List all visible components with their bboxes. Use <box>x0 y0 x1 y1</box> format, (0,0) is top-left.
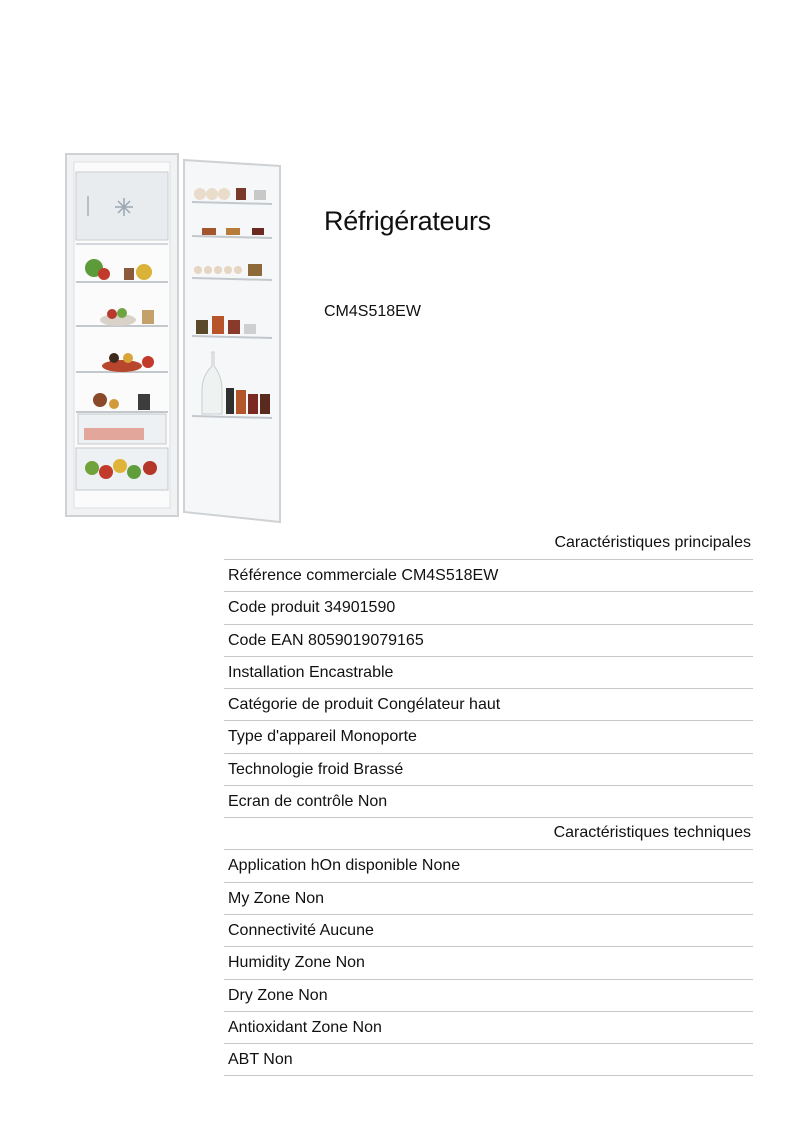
refrigerator-image <box>62 150 286 524</box>
spec-row: Humidity Zone Non <box>224 947 753 979</box>
spec-row: Ecran de contrôle Non <box>224 786 753 818</box>
spec-row: Catégorie de produit Congélateur haut <box>224 689 753 721</box>
spec-row: My Zone Non <box>224 883 753 915</box>
spec-row: ABT Non <box>224 1044 753 1076</box>
section-header-technical: Caractéristiques techniques <box>224 818 753 850</box>
spec-row: Type d'appareil Monoporte <box>224 721 753 753</box>
spec-row: Installation Encastrable <box>224 657 753 689</box>
spec-row: Code EAN 8059019079165 <box>224 625 753 657</box>
spec-row: Application hOn disponible None <box>224 850 753 882</box>
spec-row: Technologie froid Brassé <box>224 754 753 786</box>
spec-row: Connectivité Aucune <box>224 915 753 947</box>
spec-row: Dry Zone Non <box>224 980 753 1012</box>
spec-row: Antioxidant Zone Non <box>224 1012 753 1044</box>
spec-row: Référence commerciale CM4S518EW <box>224 560 753 592</box>
page-title: Réfrigérateurs <box>324 206 491 236</box>
spec-row: Code produit 34901590 <box>224 592 753 624</box>
spec-table <box>224 528 753 1076</box>
section-header-main: Caractéristiques principales <box>224 528 753 560</box>
model-number: CM4S518EW <box>324 303 421 320</box>
